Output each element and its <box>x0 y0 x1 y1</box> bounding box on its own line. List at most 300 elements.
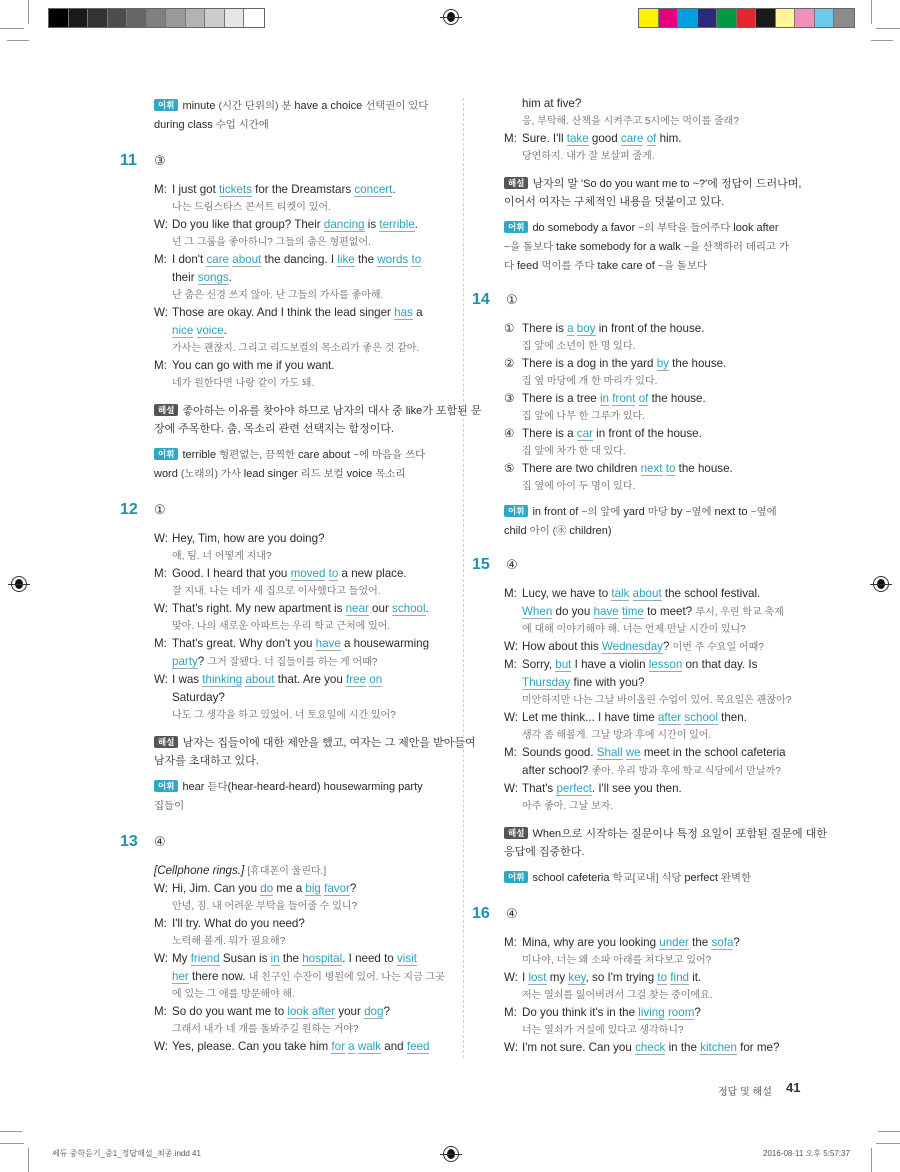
dialogue-line: W: How about this Wednesday? 이번 주 수요일 어때? <box>504 638 812 656</box>
highlighted-word: near <box>345 602 369 615</box>
highlighted-word: for <box>331 1040 345 1053</box>
highlighted-word: Shall <box>596 746 623 759</box>
vocab-meaning: ~을 돌보다 <box>504 242 556 253</box>
vocab-meaning: 수업 시간에 <box>215 120 269 131</box>
speaker-label: M: <box>154 253 167 266</box>
speaker-label: M: <box>154 917 167 930</box>
option-line: ⑤ There are two children next to the house. <box>504 460 812 478</box>
highlighted-word: room <box>667 1006 695 1019</box>
speaker-label: W: <box>504 1041 518 1054</box>
highlighted-word: in <box>599 392 610 405</box>
color-swatch <box>717 9 737 27</box>
explanation-badge: 해설 <box>154 736 178 748</box>
highlighted-word: about <box>245 673 275 686</box>
translation: 나는 드림스타스 콘서트 티켓이 있어. <box>172 202 331 213</box>
answer-mark: ④ <box>506 906 518 921</box>
highlighted-word: but <box>555 658 572 671</box>
explanation-badge: 해설 <box>154 404 178 416</box>
translation: 얘, 팀. 너 어떻게 지내? <box>172 551 272 562</box>
vocab-meaning: 학교[교내] 식당 <box>612 873 685 884</box>
dialogue-line: M: Do you think it's in the living room? <box>504 1004 812 1022</box>
translation: 집 앞에 차가 한 대 있다. <box>522 446 626 457</box>
highlighted-word: living <box>638 1006 665 1019</box>
vocab-meaning: ~의 앞에 <box>581 507 624 518</box>
highlighted-word: key <box>568 971 586 984</box>
crop-mark <box>876 28 900 29</box>
highlighted-word: a <box>567 322 574 335</box>
speaker-label: W: <box>154 952 168 965</box>
speaker-label: W: <box>154 306 168 319</box>
vocab-meaning: 먹이를 주다 <box>541 261 598 272</box>
vocab-meaning: ~의 부탁을 들어주다 <box>638 223 734 234</box>
color-swatch <box>678 9 698 27</box>
question-header <box>120 149 450 173</box>
highlighted-word: When <box>522 605 553 618</box>
explanation-badge: 해설 <box>504 827 528 839</box>
vocab-line: 어휘 in front of ~의 앞에 yard 마당 by ~옆에 next to ~옆에 <box>504 503 812 522</box>
dialogue-line: M: I'll try. What do you need? <box>154 915 450 933</box>
stage-direction-kr: [휴대폰이 울린다.] <box>247 866 327 877</box>
vocab-line: 어휘 terrible 형편없는, 끔찍한 care about ~에 마음을 쓰다 <box>154 446 450 465</box>
vocab-line: ~을 돌보다 take somebody for a walk ~을 산책하러 데리고 가 <box>504 241 789 253</box>
highlighted-word: thinking <box>202 673 243 686</box>
highlighted-word: friend <box>190 952 220 965</box>
explanation-block <box>120 402 482 438</box>
speaker-label: M: <box>154 567 167 580</box>
vocab-line: 다 feed 먹이를 주다 take care of ~을 돌보다 <box>504 260 708 272</box>
vocab-badge: 어휘 <box>154 448 178 460</box>
dialogue <box>120 530 450 724</box>
translation: 가사는 괜찮지. 그리고 리드보컬의 목소리가 좋은 것 같아. <box>172 343 420 354</box>
question-header <box>472 553 812 577</box>
option-mark: ③ <box>504 392 515 405</box>
highlighted-word: care <box>206 253 230 266</box>
slug-filename: 쎄듀 중학듣기_중1_정답해설_최종.indd 41 <box>52 1149 201 1158</box>
highlighted-word: about <box>232 253 262 266</box>
question-header <box>120 830 450 854</box>
translation: 미나야, 너는 왜 소파 아래를 쳐다보고 있어? <box>522 955 712 966</box>
dialogue-line: him at five? <box>522 97 582 110</box>
speaker-label: W: <box>154 673 168 686</box>
highlighted-word: visit <box>396 952 417 965</box>
explanation-line: 해설 남자의 말 'So do you want me to ~?'에 정답이 드러나며, <box>504 175 812 193</box>
highlighted-word: of <box>646 132 657 145</box>
highlighted-word: school <box>392 602 426 615</box>
crop-mark <box>878 1131 900 1132</box>
highlighted-word: have <box>593 605 619 618</box>
dialogue <box>472 585 812 815</box>
highlighted-word: to <box>411 253 422 266</box>
option-mark: ① <box>504 322 515 335</box>
color-swatch <box>815 9 835 27</box>
vocab-badge: 어휘 <box>504 871 528 883</box>
registration-mark-icon <box>443 9 459 25</box>
option-mark: ④ <box>504 427 515 440</box>
question-15 <box>472 553 827 888</box>
vocab-meaning: ~옆에 <box>685 507 715 518</box>
highlighted-word: have <box>315 637 341 650</box>
translation: 당연하지. 내가 잘 보살펴 줄게. <box>522 151 655 162</box>
dialogue-line-continued: nice voice. <box>172 324 227 337</box>
vocab-meaning: 완벽한 <box>721 873 752 884</box>
color-swatch <box>205 9 225 27</box>
translation: 집 앞에 소년이 한 명 있다. <box>522 341 636 352</box>
vocab-meaning: 다 <box>504 261 517 272</box>
speaker-label: M: <box>504 1006 517 1019</box>
highlighted-word: find <box>670 971 689 984</box>
dialogue-line-continued: party? 그거 잘됐다. 너 집들이를 하는 게 어때? <box>172 655 378 668</box>
speaker-label: W: <box>504 971 518 984</box>
crop-mark <box>871 0 872 24</box>
translation: 노력해 볼게. 뭐가 필요해? <box>172 936 286 947</box>
explanation-line: 응답에 집중한다. <box>504 846 585 858</box>
color-swatch <box>49 9 69 27</box>
translation: 그래서 내가 네 개를 돌봐주길 원하는 거야? <box>172 1024 359 1035</box>
speaker-label: M: <box>154 1005 167 1018</box>
highlighted-word: lesson <box>648 658 683 671</box>
speaker-label: W: <box>504 711 518 724</box>
dialogue <box>472 934 812 1057</box>
dialogue-line: W: Do you like that group? Their dancing is terrible. <box>154 216 450 234</box>
vocab-meaning: 듣다 <box>207 782 228 793</box>
speaker-label: W: <box>504 640 518 653</box>
translation: 응, 부탁해. 산책을 시켜주고 5시에는 먹이를 줄래? <box>522 116 739 127</box>
speaker-label: W: <box>154 532 168 545</box>
explanation-line: 남자를 초대하고 있다. <box>154 755 259 767</box>
color-swatch <box>756 9 776 27</box>
question-header <box>472 288 812 312</box>
vocab-block <box>472 503 812 541</box>
dialogue-line: M: I just got tickets for the Dreamstars concert. <box>154 181 450 199</box>
option-mark: ② <box>504 357 515 370</box>
crop-mark <box>7 40 29 41</box>
highlighted-word: take <box>566 132 589 145</box>
dialogue-line: W: I'm not sure. Can you check in the kitchen for me? <box>504 1039 812 1057</box>
speaker-label: M: <box>504 936 517 949</box>
vocab-badge: 어휘 <box>154 780 178 792</box>
translation: 안녕, 짐. 내 어려운 부탁을 들어줄 수 있니? <box>172 901 358 912</box>
vocab-meaning: ~을 산책하러 데리고 가 <box>683 242 789 253</box>
dialogue-line-continued: their songs. <box>172 271 232 284</box>
crop-mark <box>28 0 29 24</box>
highlighted-word: in <box>270 952 280 965</box>
highlighted-word: favor <box>324 882 350 895</box>
highlighted-word: Thursday <box>522 676 571 689</box>
dialogue-line: W: Let me think... I have time after school then. <box>504 709 812 727</box>
translation: 맞아. 나의 새로운 아파트는 우리 학교 근처에 있어. <box>172 621 391 632</box>
question-header <box>120 498 450 522</box>
option-line: ① There is a boy in front of the house. <box>504 320 812 338</box>
highlighted-word: party <box>172 655 198 668</box>
registration-mark-icon <box>11 576 27 592</box>
highlighted-word: of <box>638 392 649 405</box>
highlighted-word: hospital <box>302 952 343 965</box>
explanation-line: 장에 주목한다. 춤, 목소리 관련 선택지는 함정이다. <box>154 423 395 435</box>
translation: 집 앞에 나무 한 그루가 있다. <box>522 411 645 422</box>
question-number: 11 <box>120 152 137 169</box>
vocab-badge: 어휘 <box>154 99 178 111</box>
question-number: 14 <box>472 291 490 308</box>
highlighted-word: tickets <box>219 183 252 196</box>
speaker-label: M: <box>154 183 167 196</box>
dialogue-line: M: You can go with me if you want. <box>154 357 450 375</box>
speaker-label: W: <box>504 782 518 795</box>
vocab-meaning: 리드 보컬 <box>300 469 347 480</box>
speaker-label: W: <box>154 882 168 895</box>
highlighted-word: voice <box>196 324 224 337</box>
vocab-block <box>472 219 812 276</box>
question-number: 13 <box>120 833 138 850</box>
color-swatch <box>639 9 659 27</box>
explanation-line: 해설 When으로 시작하는 질문이나 특정 요일이 포함된 질문에 대한 <box>504 825 812 843</box>
crop-mark <box>0 1131 22 1132</box>
answer-mark: ③ <box>154 153 166 168</box>
highlighted-word: to <box>665 462 676 475</box>
translation: 에 있는 그 애를 방문해야 해. <box>172 989 295 1000</box>
highlighted-word: lost <box>528 971 547 984</box>
explanation-line: 해설 좋아하는 이유를 찾아야 하므로 남자의 대사 중 like가 포함된 문 <box>154 402 450 420</box>
highlighted-word: kitchen <box>700 1041 737 1054</box>
highlighted-word: to <box>657 971 668 984</box>
question-number: 16 <box>472 905 490 922</box>
speaker-label: M: <box>154 359 167 372</box>
color-swatch <box>225 9 245 27</box>
dialogue-line-continued: her there now. 내 친구인 수잔이 병원에 있어. 나는 지금 그곳 <box>172 970 445 983</box>
translation: 저는 열쇠를 잃어버려서 그걸 찾는 중이에요. <box>522 990 713 1001</box>
crop-mark <box>0 28 24 29</box>
vocab-meaning: ~에 마음을 쓰다 <box>353 450 426 461</box>
color-swatch <box>69 9 89 27</box>
translation: 잘 지내. 나는 네가 새 집으로 이사했다고 들었어. <box>172 586 381 597</box>
crop-mark <box>0 1143 24 1144</box>
vocab-line: child 아이 (㊌ children) <box>504 525 612 537</box>
vocab-badge: 어휘 <box>504 505 528 517</box>
vocab-meaning: ~을 돌보다 <box>657 261 708 272</box>
highlighted-word: dancing <box>323 218 365 231</box>
highlighted-word: check <box>635 1041 666 1054</box>
color-swatch <box>737 9 757 27</box>
dialogue-line-continued: Thursday fine with you? <box>522 676 645 689</box>
column-divider <box>463 98 464 1058</box>
highlighted-word: we <box>625 746 641 759</box>
highlighted-word: school <box>684 711 718 724</box>
vocab-block <box>120 778 450 816</box>
vocab-badge: 어휘 <box>504 221 528 233</box>
vocab-meaning: 선택권이 있다 <box>365 101 429 112</box>
color-swatch <box>147 9 167 27</box>
answer-mark: ④ <box>506 557 518 572</box>
highlighted-word: feed <box>406 1040 430 1053</box>
highlighted-word: do <box>260 882 274 895</box>
option-line: ② There is a dog in the yard by the house. <box>504 355 812 373</box>
vocab-meaning: 형편없는, 끔찍한 <box>219 450 299 461</box>
translation: 네가 원한다면 나랑 같이 가도 돼. <box>172 378 315 389</box>
vocab-meaning: 아이 (㊌ <box>529 526 570 537</box>
highlighted-word: care <box>620 132 644 145</box>
explanation-badge: 해설 <box>504 177 528 189</box>
option-line: ④ There is a car in front of the house. <box>504 425 812 443</box>
dialogue-line: M: Mina, why are you looking under the sofa? <box>504 934 812 952</box>
vocab-line: during class 수업 시간에 <box>154 119 269 131</box>
cmyk-color-bar <box>638 8 855 28</box>
highlighted-word: after <box>311 1005 336 1018</box>
highlighted-word: to <box>328 567 339 580</box>
color-swatch <box>659 9 679 27</box>
vocab-meaning: ~옆에 <box>750 507 777 518</box>
vocab-line: 어휘 hear 듣다(hear-heard-heard) housewarming party <box>154 778 450 797</box>
speaker-label: M: <box>504 132 517 145</box>
dialogue-line-continued: after school? 좋아. 우리 방과 후에 학교 식당에서 만날까? <box>522 764 781 777</box>
crop-mark <box>871 40 893 41</box>
color-swatch <box>795 9 815 27</box>
translation: 너는 열쇠가 거실에 있다고 생각하니? <box>522 1025 684 1036</box>
vocab-meaning: 목소리 <box>375 469 406 480</box>
translation: 나도 그 생각을 하고 있었어. 너 토요일에 시간 있어? <box>172 710 396 721</box>
page-number: 41 <box>786 1080 801 1095</box>
option-line: ③ There is a tree in front of the house. <box>504 390 812 408</box>
highlighted-word: terrible <box>379 218 415 231</box>
color-swatch <box>776 9 796 27</box>
option-mark: ⑤ <box>504 462 515 475</box>
translation: 좋아. 우리 방과 후에 학교 식당에서 만날까? <box>591 766 781 777</box>
dialogue-line: M: Sure. I'll take good care of him. <box>504 130 812 148</box>
highlighted-word: big <box>305 882 321 895</box>
right-column <box>472 95 827 1057</box>
crop-mark <box>871 1148 872 1172</box>
explanation-block <box>120 734 476 770</box>
translation: 난 춤은 신경 쓰지 않아. 난 그들의 가사를 좋아해. <box>172 290 384 301</box>
dialogue-line-continued: Saturday? <box>172 691 225 704</box>
highlighted-word: on <box>369 673 383 686</box>
translation: 그거 잘됐다. 너 집들이를 하는 게 어때? <box>207 657 378 668</box>
dialogue-line: W: Those are okay. And I think the lead singer has a <box>154 304 450 322</box>
highlighted-word: her <box>172 970 189 983</box>
question-16 <box>472 902 812 1057</box>
highlighted-word: next <box>640 462 663 475</box>
question-14 <box>472 288 812 541</box>
translation: 집 옆에 아이 두 명이 있다. <box>522 481 636 492</box>
option-list <box>472 320 812 495</box>
question-13-continued <box>472 95 812 276</box>
dialogue-line: W: I lost my key, so I'm trying to find it. <box>504 969 812 987</box>
highlighted-word: time <box>621 605 644 618</box>
vocab-meaning: 집들이 <box>154 801 185 812</box>
color-swatch <box>698 9 718 27</box>
dialogue-line: W: Yes, please. Can you take him for a walk and feed <box>154 1038 450 1056</box>
highlighted-word: Wednesday <box>601 640 663 653</box>
vocab-meaning: (시간 단위의) 분 <box>218 101 295 112</box>
dialogue-line: W: That's right. My new apartment is near our school. <box>154 600 450 618</box>
highlighted-word: concert <box>354 183 393 196</box>
highlighted-word: car <box>576 427 593 440</box>
speaker-label: M: <box>504 746 517 759</box>
highlighted-word: free <box>346 673 367 686</box>
dialogue-line: M: Good. I heard that you moved to a new place. <box>154 565 450 583</box>
highlighted-word: perfect <box>556 782 592 795</box>
translation: 내 친구인 수잔이 병원에 있어. 나는 지금 그곳 <box>248 972 445 983</box>
answer-mark: ① <box>154 502 166 517</box>
color-swatch <box>127 9 147 27</box>
highlighted-word: sofa <box>711 936 734 949</box>
dialogue-line: W: Hi, Jim. Can you do me a big favor? <box>154 880 450 898</box>
dialogue-line: W: I was thinking about that. Are you free on <box>154 671 450 689</box>
dialogue-line: W: That's perfect. I'll see you then. <box>504 780 812 798</box>
dialogue <box>120 181 450 392</box>
translation: 미안하지만 나는 그날 바이올린 수업이 있어. 목요일은 괜찮아? <box>522 695 792 706</box>
dialogue-line: M: Lucy, we have to talk about the school festival. <box>504 585 812 603</box>
dialogue <box>472 95 812 165</box>
question-number: 12 <box>120 501 138 518</box>
dialogue-line: M: Sounds good. Shall we meet in the school cafeteria <box>504 744 812 762</box>
question-13 <box>120 830 450 1056</box>
translation: 에 대해 이야기해야 해. 너는 언제 만날 시간이 있니? <box>522 624 746 635</box>
color-swatch <box>244 9 264 27</box>
speaker-label: W: <box>154 218 168 231</box>
highlighted-word: front <box>612 392 636 405</box>
dialogue-line: M: Sorry, but I have a violin lesson on that day. Is <box>504 656 812 674</box>
speaker-label: M: <box>504 658 517 671</box>
slug-timestamp: 2016-08-11 오후 5:57:37 <box>763 1149 850 1158</box>
explanation-block <box>472 175 812 211</box>
dialogue-line-continued: When do you have time to meet? 루시, 우린 학교 축제 <box>522 605 784 618</box>
vocab-line: 어휘 do somebody a favor ~의 부탁을 들어주다 look after <box>504 219 812 238</box>
grayscale-color-bar <box>48 8 265 28</box>
registration-mark-icon <box>873 576 889 592</box>
vocab-block <box>472 869 812 888</box>
highlighted-word: words <box>377 253 409 266</box>
speaker-label: W: <box>154 602 168 615</box>
highlighted-word: about <box>632 587 662 600</box>
speaker-label: W: <box>154 1040 168 1053</box>
color-swatch <box>166 9 186 27</box>
vocab-line: word (노래의) 가사 lead singer 리드 보컬 voice 목소리 <box>154 468 406 480</box>
answer-mark: ④ <box>154 834 166 849</box>
prev-vocab-block <box>120 97 450 135</box>
speaker-label: M: <box>154 637 167 650</box>
translation: 집 옆 마당에 개 한 마리가 있다. <box>522 376 658 387</box>
highlighted-word: nice <box>172 324 194 337</box>
explanation-line: 이어서 여자는 구체적인 내용을 덧붙이고 있다. <box>504 196 725 208</box>
highlighted-word: moved <box>290 567 326 580</box>
question-12 <box>120 498 476 816</box>
vocab-block <box>120 446 450 484</box>
color-swatch <box>108 9 128 27</box>
stage-direction-en: [Cellphone rings.] <box>154 864 245 877</box>
dialogue-line: M: So do you want me to look after your dog? <box>154 1003 450 1021</box>
color-swatch <box>186 9 206 27</box>
highlighted-word: look <box>287 1005 309 1018</box>
translation: 아주 좋아. 그날 보자. <box>522 801 614 812</box>
highlighted-word: boy <box>576 322 596 335</box>
crop-mark <box>876 1143 900 1144</box>
dialogue-line: W: Hey, Tim, how are you doing? <box>154 530 450 548</box>
dialogue <box>120 880 450 1056</box>
translation: 생각 좀 해볼게. 그날 방과 후에 시간이 있어. <box>522 730 712 741</box>
highlighted-word: talk <box>611 587 630 600</box>
translation: 이번 주 수요일 어때? <box>672 642 764 653</box>
highlighted-word: songs <box>197 271 229 284</box>
registration-mark-icon <box>443 1146 459 1162</box>
highlighted-word: has <box>394 306 413 319</box>
vocab-line <box>154 797 450 816</box>
highlighted-word: walk <box>357 1040 382 1053</box>
color-swatch <box>834 9 854 27</box>
crop-mark <box>28 1148 29 1172</box>
explanation-block <box>472 825 827 861</box>
vocab-meaning: 마당 <box>647 507 671 518</box>
dialogue-line: M: That's great. Why don't you have a housewarming <box>154 635 450 653</box>
vocab-line: 어휘 minute (시간 단위의) 분 have a choice 선택권이 있다 <box>154 97 450 116</box>
